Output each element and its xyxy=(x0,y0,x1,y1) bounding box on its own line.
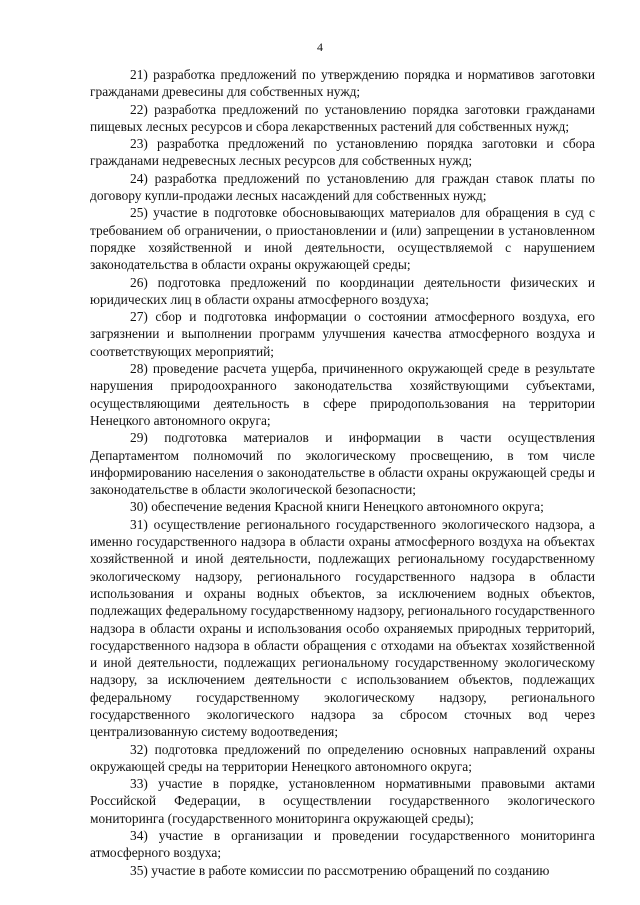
page-number: 4 xyxy=(317,40,323,54)
document-body xyxy=(90,66,595,879)
list-item-26: 26) подготовка предложений по координации деятельности физических и юридических лиц в области охраны атмосферного воздуха; xyxy=(90,274,595,307)
list-item-21: 21) разработка предложений по утверждению порядка и нормативов заготовки гражданами древесины для собственных нужд; xyxy=(90,67,595,100)
list-item-34: 34) участие в организации и проведении государственного мониторинга атмосферного воздуха; xyxy=(90,828,595,861)
list-item-27: 27) сбор и подготовка информации о состоянии атмосферного воздуха, его загрязнении и выполнении программ улучшения качества атмосферного воздуха и соответствующих мероприятий; xyxy=(90,309,595,359)
list-item-32: 32) подготовка предложений по определению основных направлений охраны окружающей среды на территории Ненецкого автономного округа; xyxy=(90,741,595,774)
list-item-24: 24) разработка предложений по установлению для граждан ставок платы по договору купли-продажи лесных насаждений для собственных нужд; xyxy=(90,170,595,204)
list-item-22: 22) разработка предложений по установлению порядка заготовки гражданами пищевых лесных ресурсов и сбора лекарственных растений для собственных нужд; xyxy=(90,101,595,134)
list-item-28: 28) проведение расчета ущерба, причиненного окружающей среде в результате нарушения природоохранного законодательства хозяйствующими субъектами, осуществляющими деятельность в сфере природопользования на территории Ненецкого автономного округа; xyxy=(90,361,595,428)
list-item-33: 33) участие в порядке, установленном нормативными правовыми актами Российской Федерации, в осуществлении государственного экологического мониторинга (государственного мониторинга окружающей среды); xyxy=(90,776,595,826)
list-item-31: 31) осуществление регионального государственного экологического надзора, а именно государственного надзора в области охраны атмосферного воздуха на объектах хозяйственной и иной деятельности, подлежащих региональному государственному экологическому надзору, регионального государственного надзора в области использования и охраны водных объектов, за исключением водных объектов, подлежащих федеральному государственному надзору, регионального государственного надзора в области охраны и использования особо охраняемых природных территорий, государственного надзора в области обращения с отходами на объектах хозяйственной и иной деятельности, подлежащих региональному государственному экологическому надзору, за исключением деятельности с использованием объектов, подлежащих федеральному государственному экологическому надзору, регионального государственного экологического надзора за сбросом сточных вод через централизованную систему водоотведения; xyxy=(90,516,595,740)
list-item-29: 29) подготовка материалов и информации в части осуществления Департаментом полномочий по экологическому просвещению, в том числе информированию населения о законодательстве в области охраны окружающей среды и законодательстве в области экологической безопасности; xyxy=(90,430,595,498)
list-item-30: 30) обеспечение ведения Красной книги Ненецкого автономного округа; xyxy=(130,499,544,515)
list-item-25: 25) участие в подготовке обосновывающих материалов для обращения в суд с требованием об ограничении, о приостановлении и (или) запрещении в установленном порядке хозяйственной и иной деятельности, осуществляемой с нарушением законодательства в области охраны окружающей среды; xyxy=(90,205,595,273)
list-item-23: 23) разработка предложений по установлению порядка заготовки и сбора гражданами недревесных лесных ресурсов для собственных нужд; xyxy=(90,136,595,169)
list-item-35: 35) участие в работе комиссии по рассмотрению обращений по созданию xyxy=(130,862,550,878)
